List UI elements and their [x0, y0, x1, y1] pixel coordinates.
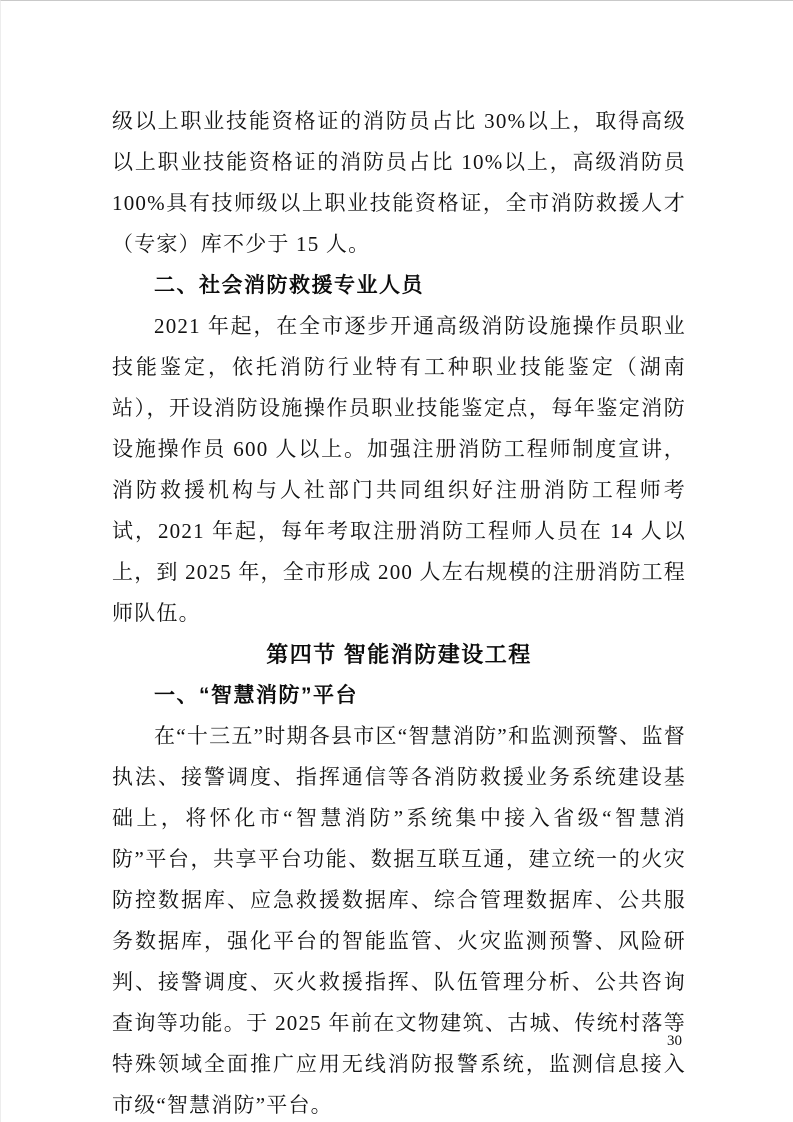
- paragraph-operator-certification: 2021 年起，在全市逐步开通高级消防设施操作员职业技能鉴定，依托消防行业特有工种职业技能鉴定（湖南站），开设消防设施操作员职业技能鉴定点，每年鉴定消防设施操作员 600 人以上。加强注册消防工程师制度宣讲，消防救援机构与人社部门共同组织好注册消防工程师考试，2021 年起，每年考取注册消防工程师人员在 14 人以上，到 2025 年，全市形成 200 人左右规模的注册消防工程师队伍。: [112, 314, 686, 625]
- subsection-heading-smart-fire-platform: 一、“智慧消防”平台: [154, 684, 358, 707]
- subsection-heading-society-rescue-personnel: 二、社会消防救援专业人员: [154, 274, 424, 297]
- paragraph-smart-platform-details: 在“十三五”时期各县市区“智慧消防”和监测预警、监督执法、接警调度、指挥通信等各消防救援业务系统建设基础上，将怀化市“智慧消防”系统集中接入省级“智慧消防”平台，共享平台功能、数据互联互通，建立统一的火灾防控数据库、应急救援数据库、综合管理数据库、公共服务数据库，强化平台的智能监管、火灾监测预警、风险研判、接警调度、灭火救援指挥、队伍管理分析、公共咨询查询等功能。于 2025 年前在文物建筑、古城、传统村落等特殊领域全面推广应用无线消防报警系统，监测信息接入市级“智慧消防”平台。: [112, 724, 686, 1117]
- page-number: 30: [667, 1033, 682, 1049]
- section-heading-smart-fire-construction: 第四节 智能消防建设工程: [266, 642, 532, 667]
- paragraph-firefighter-certification: 级以上职业技能资格证的消防员占比 30%以上，取得高级以上职业技能资格证的消防员占比 10%以上，高级消防员 100%具有技师级以上职业技能资格证，全市消防救援人才（专家）库不少于 15 人。: [112, 109, 686, 256]
- document-body: [112, 101, 686, 1122]
